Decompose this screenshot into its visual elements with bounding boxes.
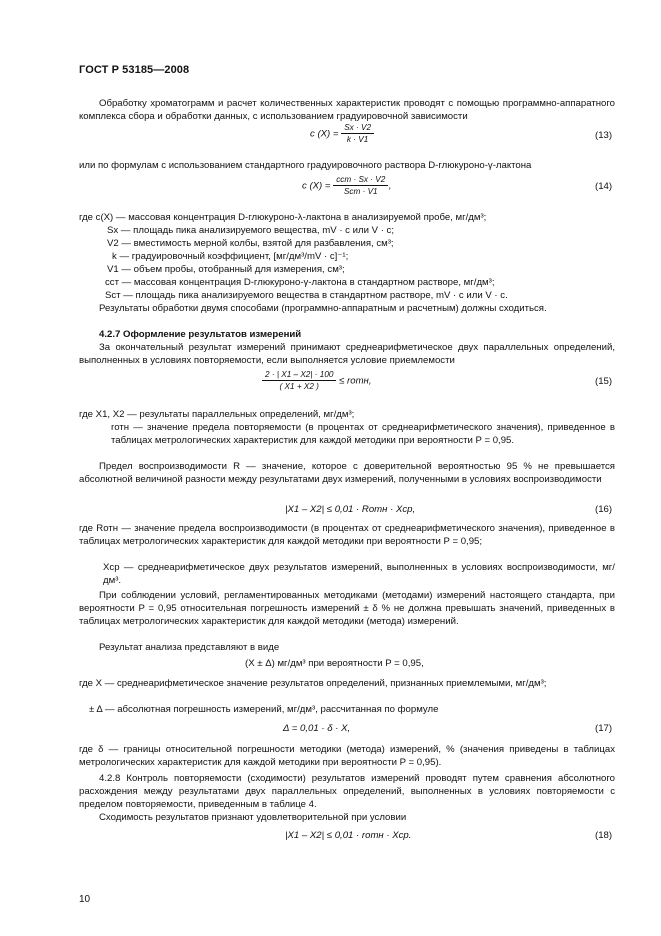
equation-18-number: (18) bbox=[595, 830, 613, 841]
definition-item: V2 — вместимость мерной колбы, взятой для разбавления, см³; bbox=[107, 238, 394, 249]
definition-item: Sст — площадь пика анализируемого вещества в стандартном растворе, mV · с или V · с. bbox=[105, 290, 508, 301]
equation-14 bbox=[302, 175, 391, 197]
eq13-denominator: k · V1 bbox=[346, 135, 369, 144]
result-expression: (X ± Δ) мг/дм³ при вероятности P = 0,95, bbox=[245, 658, 424, 669]
paragraph-conditions: При соблюдении условий, регламентированных методиками (методами) измерений настоящего стандарта, при вероятности P = 0,95 относительная погрешность измерений ± δ % не должна превышать значений, приведенных в таблицах метрологических характеристик для каждой методики (метода) измерений. bbox=[79, 590, 615, 627]
equation-13 bbox=[310, 123, 374, 145]
eq14-denominator: Sст · V1 bbox=[343, 187, 378, 196]
eq14-fraction bbox=[333, 175, 388, 197]
equation-14-number: (14) bbox=[595, 181, 613, 192]
definition-item: Sx — площадь пика анализируемого вещества, mV · с или V · с; bbox=[107, 225, 395, 236]
definition-item: rотн — значение предела повторяемости (в процентах от среднеарифметического значения), приведенное в таблицах метрологических характеристик для каждой методики при вероятности P = 0,95. bbox=[111, 422, 616, 446]
definition-item: где X1, X2 — результаты параллельных определений, мг/дм³; bbox=[79, 409, 355, 420]
eq15-rhs: ≤ rотн, bbox=[339, 375, 372, 387]
equation-16-number: (16) bbox=[595, 504, 613, 515]
definition-item: cст — массовая концентрация D-глюкуроно-γ-лактона в стандартном растворе, мг/дм³; bbox=[105, 277, 495, 288]
paragraph-convergence: Сходимость результатов признают удовлетворительной при условии bbox=[99, 812, 407, 823]
equation-17-number: (17) bbox=[595, 723, 613, 734]
eq14-lhs: c (X) = bbox=[302, 180, 334, 192]
paragraph-result-format: Результат анализа представляют в виде bbox=[99, 642, 280, 653]
equation-18: |X1 – X2| ≤ 0,01 · rотн · Xср. bbox=[285, 830, 412, 841]
definition-item: где δ — границы относительной погрешности методики (метода) измерений, % (значения приведены в таблицах метрологических характеристик для каждой методики при вероятности P = 0,95). bbox=[79, 744, 615, 768]
paragraph-4-2-8: 4.2.8 Контроль повторяемости (сходимости) результатов измерений проводят путем сравнения абсолютного расхождения между результатами двух параллельных определений, выполненных в условиях повторяемости с пределом повторяемости, приведенным в таблице 4. bbox=[79, 773, 615, 810]
eq14-tail: , bbox=[388, 180, 391, 192]
definition-item: V1 — объем пробы, отобранный для измерения, см³; bbox=[107, 264, 345, 275]
definition-item: k — градуировочный коэффициент, [мг/дм³/mV · с]⁻¹; bbox=[112, 251, 349, 262]
eq13-fraction bbox=[341, 123, 374, 145]
eq15-fraction bbox=[262, 370, 336, 392]
paragraph-final-result: За окончательный результат измерений принимают среднеарифметическое двух параллельных определений, выполненных в условиях повторяемости, если выполняется условие приемлемости bbox=[79, 342, 615, 366]
equation-15 bbox=[262, 370, 372, 392]
paragraph-std-solution: или по формулам с использованием стандартного градуировочного раствора D-глюкуроно-γ-лактона bbox=[79, 160, 532, 171]
definition-item: где X — среднеарифметическое значение результатов определений, признанных приемлемыми, мг/дм³; bbox=[79, 678, 547, 689]
definition-item: ± Δ — абсолютная погрешность измерений, мг/дм³, рассчитанная по формуле bbox=[89, 704, 439, 715]
definition-item: Xср — среднеарифметическое двух результатов измерений, выполненных в условиях воспроизводимости, мг/дм³. bbox=[103, 562, 615, 586]
section-heading-4-2-7: 4.2.7 Оформление результатов измерений bbox=[99, 329, 302, 340]
equation-13-number: (13) bbox=[595, 130, 613, 141]
document-header: ГОСТ Р 53185—2008 bbox=[79, 64, 190, 76]
paragraph-results-converge: Результаты обработки двумя способами (программно-аппаратным и расчетным) должны сходиться. bbox=[99, 303, 547, 314]
definition-item: где Rотн — значение предела воспроизводимости (в процентах от среднеарифметического значения), приведенное в таблицах метрологических характеристик для каждой методики при вероятности P = 0,95; bbox=[79, 523, 615, 547]
definition-item: где c(X) — массовая концентрация D-глюкуроно-λ-лактона в анализируемой пробе, мг/дм³; bbox=[79, 212, 487, 223]
paragraph-intro: Обработку хроматограмм и расчет количественных характеристик проводят с помощью программно-аппаратного комплекса сбора и обработки данных, с использованием градуировочной зависимости bbox=[79, 98, 615, 122]
equation-17: Δ = 0,01 · δ · X, bbox=[283, 723, 351, 734]
eq13-lhs: c (X) = bbox=[310, 128, 342, 140]
equation-15-number: (15) bbox=[595, 376, 613, 387]
page-number: 10 bbox=[79, 894, 91, 905]
eq13-numerator: Sx · V2 bbox=[341, 123, 374, 134]
eq15-numerator: 2 · | X1 – X2| · 100 bbox=[262, 370, 336, 381]
paragraph-reproducibility-limit: Предел воспроизводимости R — значение, которое с доверительной вероятностью 95 % не превышается абсолютной величиной разности между результатами двух измерений, полученными в условиях воспроизводимости bbox=[79, 461, 615, 485]
equation-16: |X1 – X2| ≤ 0,01 · Rотн · Xср, bbox=[285, 504, 416, 515]
eq14-numerator: cст · Sx · V2 bbox=[333, 175, 388, 186]
eq15-denominator: ( X1 + X2 ) bbox=[279, 382, 319, 391]
